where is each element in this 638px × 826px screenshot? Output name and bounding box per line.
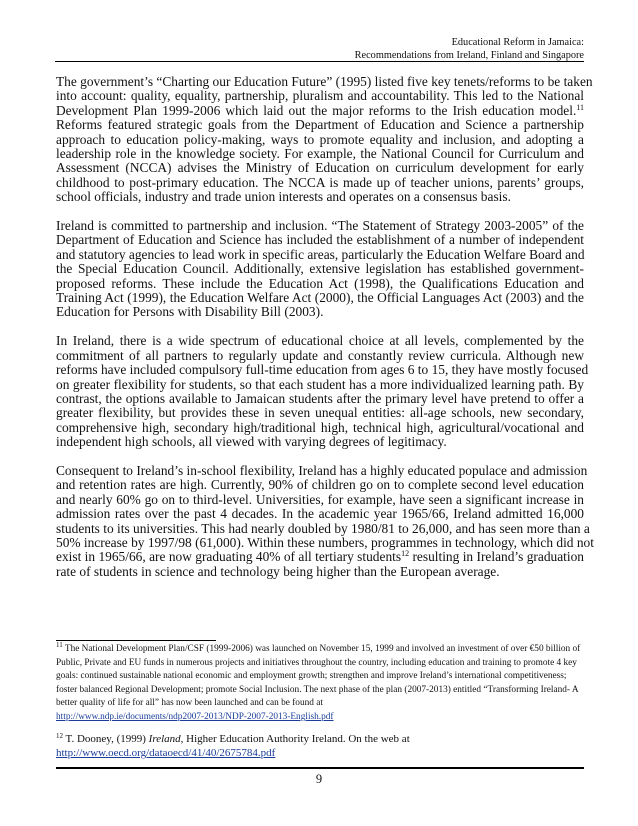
line-text: Ireland is committed to partnership and inclusion. “The Statement of Strategy 2003-2005” of the (56, 218, 584, 234)
paragraph (56, 333, 589, 450)
line-text: reforms have included compulsory full-time education from ages 6 to 15, they have mostly focused (56, 362, 589, 378)
line-text: Reforms featured strategic goals from the Department of Education and Science a partnership (56, 117, 584, 133)
line-text: into account: quality, equality, partnership, pluralism and accountability. This led to the National (56, 88, 584, 104)
text-line (56, 435, 584, 449)
text-line (56, 349, 584, 363)
footnotes (56, 643, 584, 770)
line-text: Education for Persons with Disability Bill (2003). (56, 304, 324, 320)
text-line (56, 392, 584, 406)
text-line (56, 550, 584, 564)
text-line (56, 305, 584, 319)
line-text: The government’s “Charting our Education Future” (1995) listed five key tenets/reforms to be taken (56, 74, 593, 89)
line-text: Department of Education and Science has included the establishment of a number of independent (56, 232, 584, 248)
line-text: and nearly 60% go on to third-level. Universities, for example, have seen a significant increase in (56, 491, 584, 507)
text-line (56, 74, 593, 89)
line-text: and statutory agencies to lead work in specific areas, particularly the Education Welfare Board and (56, 246, 585, 262)
line-text: Consequent to Ireland’s in-school flexibility, Ireland has a highly educated populace and admission (56, 462, 588, 478)
line-text: 50% increase by 1997/98 (61,000). Within these numbers, programmes in technology, which did not (56, 534, 594, 550)
footnote-number: 11 (56, 641, 63, 649)
line-text: childhood to post-primary education. The NCCA is made up of teacher unions, parents’ groups, (56, 174, 584, 190)
text-line (56, 507, 584, 521)
footnote-link[interactable]: http://www.ndp.ie/documents/ndp2007-2013/NDP-2007-2013-English.pdf (56, 711, 334, 722)
footer-rule (56, 767, 584, 769)
line-text: rate of students in science and technology being higher than the European average. (56, 563, 500, 579)
line-text: Assessment (NCCA) advises the Ministry of Education on curriculum development for early (56, 160, 584, 176)
header-subtitle: Recommendations from Ireland, Finland and Singapore (354, 50, 584, 61)
paragraph (56, 74, 593, 205)
body-text (56, 74, 594, 594)
line-text: on greater flexibility for students, so that each student has a more individualized learning path. By (56, 376, 584, 392)
text-line (56, 248, 584, 262)
line-text: greater flexibility, but provides these in seven unequal entities: all-age schools, new secondary, (56, 405, 584, 421)
text-line (56, 534, 594, 550)
line-text: proposed reforms. These include the Education Act (1998), the Qualifications Education and (56, 275, 584, 291)
text-line (56, 291, 584, 305)
footnote-reference[interactable]: 12 (401, 549, 410, 559)
text-line (56, 334, 584, 348)
text-line (56, 176, 584, 190)
text-line (56, 493, 584, 507)
text-line (56, 421, 584, 435)
text-line (56, 406, 584, 420)
footnote-link[interactable]: http://www.oecd.org/dataoecd/41/40/2675784.pdf (56, 747, 276, 760)
running-header (355, 36, 584, 62)
text-line (56, 262, 584, 276)
line-text: exist in 1965/66, are now graduating 40% of all tertiary students (56, 549, 402, 565)
line-text: Training Act (1999), the Education Welfare Act (2000), the Official Languages Act (2003) and the (56, 290, 584, 306)
footnote-reference[interactable]: 11 (576, 102, 584, 112)
paragraph (56, 462, 594, 579)
paragraph (56, 219, 584, 320)
header-rule (55, 61, 584, 62)
line-text: comprehensive high, secondary high/traditional high, technical high, agricultural/vocational and (56, 419, 584, 435)
text-line (56, 362, 589, 378)
footnote-12 (56, 733, 584, 762)
line-text: the Special Education Council. Additionally, extensive legislation has established government- (56, 261, 584, 277)
text-line (56, 219, 584, 233)
text-line (56, 190, 584, 204)
header-title: Educational Reform in Jamaica: (451, 37, 584, 48)
line-text: and retention rates are high. Currently, 90% of children go on to complete second level education (56, 477, 584, 493)
line-text: leadership role in the knowledge society. For example, the National Council for Curriculum and (56, 146, 584, 162)
line-text: students to its universities. This had nearly doubled by 1980/81 to 26,000, and has seen more than a (56, 520, 590, 536)
text-line (56, 462, 588, 478)
line-text: independent high schools, all viewed with varying degrees of legitimacy. (56, 434, 447, 450)
line-text: approach to education policy-making, ways to promote equality and inclusion, and adopting a (56, 131, 584, 147)
page-number: 9 (315, 772, 323, 786)
text-line (56, 161, 584, 175)
text-line (56, 277, 584, 291)
line-text: In Ireland, there is a wide spectrum of educational choice at all levels, complemented by the (56, 333, 584, 349)
text-line (56, 118, 584, 132)
footnote-title: Ireland (148, 732, 181, 745)
line-text: school officials, industry and trade union interests and operates on a consensus basis. (56, 189, 511, 205)
text-line (56, 565, 584, 579)
line-text: commitment of all partners to regularly update and constantly review curricula. Although new (56, 347, 584, 363)
text-line (56, 233, 584, 247)
text-line (56, 520, 590, 536)
footnote-number: 12 (56, 731, 63, 740)
text-line (56, 147, 584, 161)
text-line (56, 133, 584, 147)
footnote-11 (56, 643, 584, 725)
text-line (56, 104, 584, 118)
footnote-text: , Higher Education Authority Ireland. On the web at (180, 732, 410, 745)
line-text: admission rates over the past 4 decades. In the academic year 1965/66, Ireland admitted 16,000 (56, 506, 584, 522)
footnote-separator (56, 640, 216, 641)
text-line (56, 378, 584, 392)
footnote-author: T. Dooney, (1999) (63, 732, 149, 745)
footnote-text: The National Development Plan/CSF (1999-2006) was launched on November 15, 1999 and involved an investment of over €50 billion of Public, Private and EU funds in numerous projects and initiatives throughout the country, including education and training to promote 4 key goals: continued sustainable national economic and employment growth; strengthen and improve Ireland’s international competitiveness; foster balanced Regional Development; promote Social Inclusion. The next phase of the plan (2007-2013) entitled “Transforming Ireland- A better quality of life for all” has now been launched and can be found at (56, 644, 581, 709)
text-line (56, 89, 584, 103)
line-text: Development Plan 1999-2006 which laid out the major reforms to the Irish education model. (56, 102, 577, 118)
line-text: resulting in Ireland’s graduation (409, 549, 584, 565)
line-text: contrast, the options available to Jamaican students after the primary level have pretend to offer a (56, 390, 584, 406)
text-line (56, 478, 584, 492)
